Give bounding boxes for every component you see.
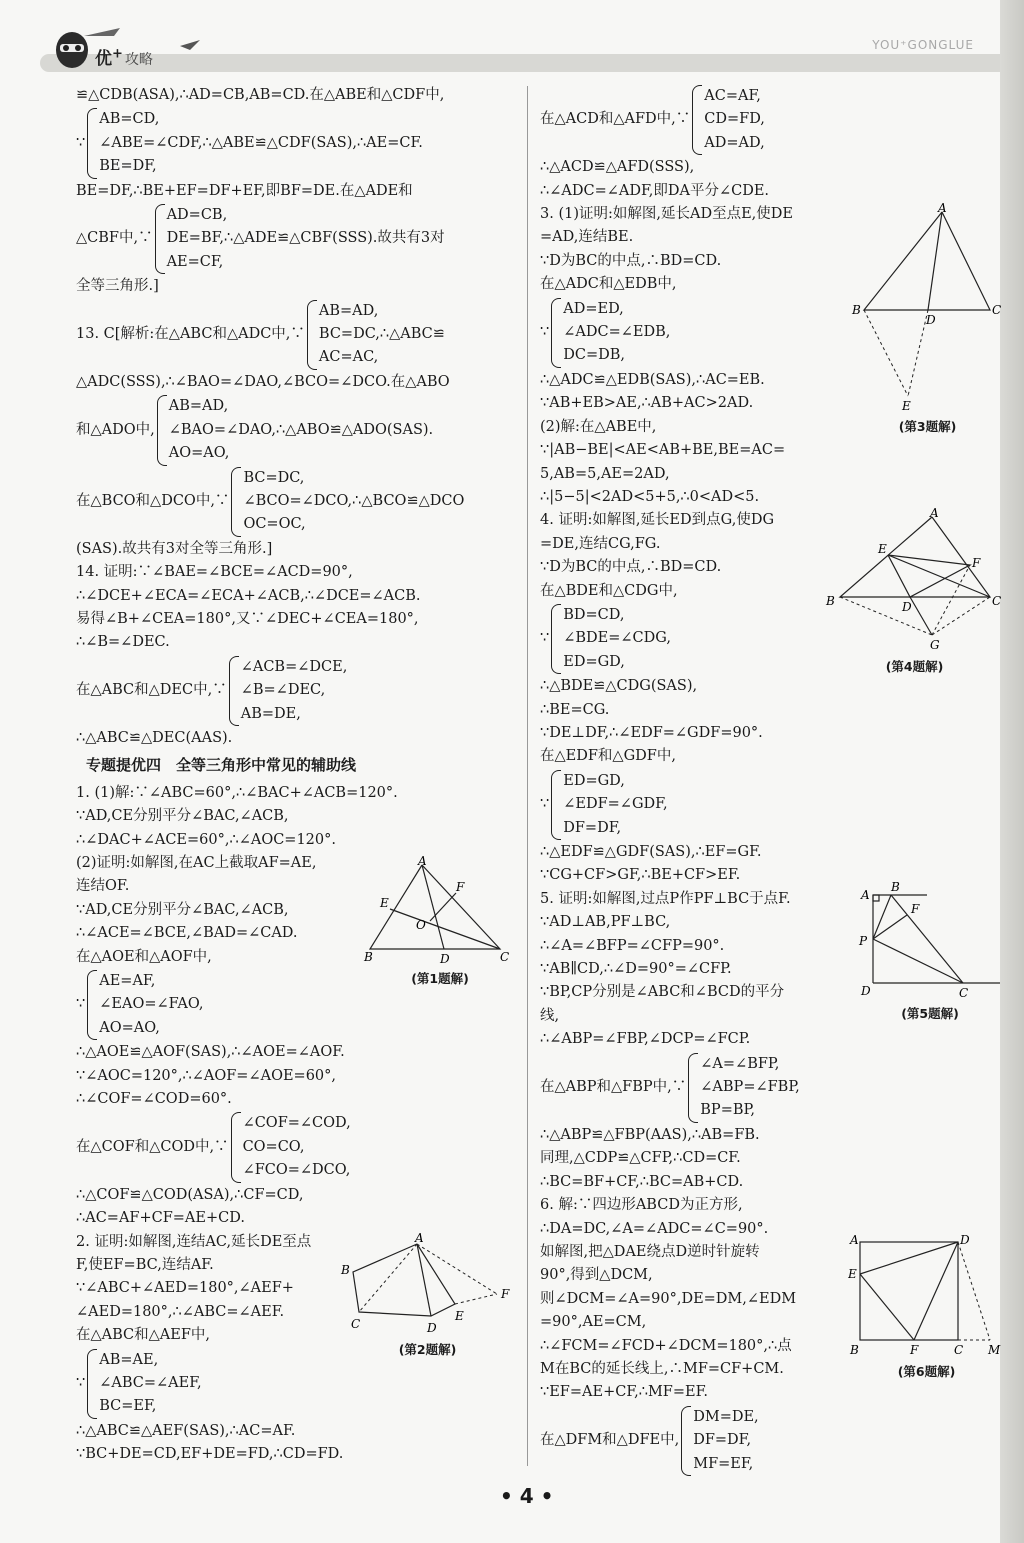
text-line: 3. (1)证明:如解图,延长AD至点E,使DE	[540, 206, 793, 223]
text-line: ∴DA=DC,∠A=∠ADC=∠C=90°.	[540, 1220, 769, 1237]
svg-text:M: M	[988, 1343, 1001, 1357]
text-line: ∴△AOE≌△AOF(SAS),∴∠AOE=∠AOF.	[76, 1044, 345, 1061]
text-line: 易得∠B+∠CEA=180°,又∵∠DEC+∠CEA=180°,	[76, 610, 419, 627]
figure-2-diagram	[335, 1228, 520, 1338]
text-line: 90°,得到△DCM,	[540, 1267, 653, 1284]
column-divider	[527, 86, 528, 1466]
svg-text:C: C	[500, 950, 510, 964]
text-line: ∵DE⊥DF,∴∠EDF=∠GDF=90°.	[540, 724, 763, 741]
text-line: ∵AD,CE分别平分∠BAC,∠ACB,	[76, 808, 289, 825]
text-line: ∵AB+EB>AE,∴AB+AC>2AD.	[540, 395, 754, 412]
svg-text:B: B	[341, 1263, 350, 1277]
text-line: ∵AD⊥AB,PF⊥BC,	[540, 914, 671, 931]
figure-5-diagram	[855, 877, 1005, 1002]
svg-text:C: C	[351, 1317, 361, 1331]
text-line: (2)证明:如解图,在AC上截取AF=AE,	[76, 855, 317, 871]
q14-line: 14. 证明:∵∠BAE=∠BCE=∠ACD=90°,	[76, 564, 353, 581]
text-line: ∴|5−5|<2AD<5+5,∴0<AD<5.	[540, 488, 760, 505]
condition-group: ∵ AB=AE, ∠ABC=∠AEF, BC=EF,	[76, 1349, 516, 1419]
text-line: △ADC(SSS),∴∠BAO=∠DAO,∠BCO=∠DCO.在△ABO	[76, 373, 450, 390]
condition-group: 在△ACD和△AFD中,∵ AC=AF, CD=FD, AD=AD,	[540, 85, 860, 155]
text-line: ∴∠DCE+∠ECA=∠ECA+∠ACB,∴∠DCE=∠ACB.	[76, 587, 421, 604]
text-line: ∴△COF≌△COD(ASA),∴CF=CD,	[76, 1186, 304, 1203]
figure-5	[855, 877, 1005, 1022]
text-line: ∠AED=180°,∴∠ABC=∠AEF.	[76, 1303, 285, 1320]
svg-text:D: D	[926, 313, 936, 327]
condition-group: 在△ABP和△FBP中,∵ ∠A=∠BFP, ∠ABP=∠FBP, BP=BP,	[540, 1053, 860, 1123]
text-line: F,使EF=BC,连结AF.	[76, 1256, 214, 1273]
figure-1	[360, 855, 520, 987]
text-line: ∵BC+DE=CD,EF+DE=FD,∴CD=FD.	[76, 1446, 344, 1463]
text-line: ∴∠ACE=∠BCE,∠BAD=∠CAD.	[76, 925, 298, 942]
text-line: 5,AB=5,AE=2AD,	[540, 465, 670, 482]
figure-6-diagram	[848, 1230, 1005, 1360]
svg-text:D: D	[861, 984, 871, 998]
text-line: ∴∠DAC+∠ACE=60°,∴∠AOC=120°.	[76, 831, 336, 848]
svg-text:D: D	[960, 1233, 970, 1247]
text-line: ≌△CDB(ASA),∴AD=CB,AB=CD.在△ABE和△CDF中,	[76, 87, 445, 103]
svg-text:F: F	[910, 1343, 919, 1357]
condition-group: 在△ABC和△DEC中,∵ ∠ACB=∠DCE, ∠B=∠DEC, AB=DE,	[76, 656, 516, 726]
svg-text:A: A	[418, 855, 427, 868]
condition-group: ∵ BD=CD, ∠BDE=∠CDG, ED=GD,	[540, 604, 860, 674]
text-line: 4. 证明:如解图,延长ED到点G,使DG	[540, 512, 775, 529]
condition-group: ∵ ED=GD, ∠EDF=∠GDF, DF=DF,	[540, 770, 860, 840]
text-line: 2. 证明:如解图,连结AC,延长DE至点	[76, 1233, 312, 1250]
text-line: 全等三角形.]	[76, 278, 159, 295]
text-line: =90°,AE=CM,	[540, 1314, 647, 1331]
figure-3-diagram	[850, 200, 1005, 415]
figure-1-caption: (第1题解)	[411, 971, 469, 986]
figure-1-diagram	[360, 855, 520, 967]
text-line: =DE,连结CG,FG.	[540, 535, 661, 552]
svg-text:D: D	[427, 1321, 437, 1335]
text-line: ∵CG+CF>GF,∴BE+CF>EF.	[540, 867, 741, 884]
text-line: ∵D为BC的中点,∴BD=CD.	[540, 559, 722, 576]
text-line: ∴△ADC≌△EDB(SAS),∴AC=EB.	[540, 371, 765, 388]
text-line: ∵∠ABC+∠AED=180°,∠AEF+	[76, 1280, 294, 1297]
text-line: ∴∠ADC=∠ADF,即DA平分∠CDE.	[540, 182, 770, 199]
text-line: ∴∠COF=∠COD=60°.	[76, 1091, 232, 1108]
text-line: ∵EF=AE+CF,∴MF=EF.	[540, 1384, 709, 1401]
svg-text:F: F	[456, 880, 465, 894]
text-line: ∵∠AOC=120°,∴∠AOF=∠AOE=60°,	[76, 1067, 337, 1084]
brand-name: YOU⁺GONGLUE	[872, 38, 974, 52]
text-line: ∵|AB−BE|<AE<AB+BE,BE=AC=	[540, 442, 786, 459]
text-line: ∵AD,CE分别平分∠BAC,∠ACB,	[76, 901, 289, 918]
text-line: ∴△EDF≌△GDF(SAS),∴EF=GF.	[540, 844, 762, 860]
text-line: ∴BE=CG.	[540, 701, 610, 718]
svg-text:A: A	[415, 1231, 424, 1245]
text-line: ∵BP,CP分别是∠ABC和∠BCD的平分	[540, 984, 785, 1001]
svg-text:C: C	[992, 303, 1002, 317]
svg-text:G: G	[930, 638, 940, 652]
q13-condition-group: 13. C[解析:在△ABC和△ADC中,∵ AB=AD, BC=DC,∴△ABC≌ AC=AC,	[76, 300, 516, 370]
svg-text:D: D	[902, 600, 912, 614]
condition-group: 和△ADO中, AB=AD, ∠BAO=∠DAO,∴△ABO≌△ADO(SAS). AO=AO,	[76, 395, 516, 465]
text-line: 1. (1)解:∵∠ABC=60°,∴∠BAC+∠ACB=120°.	[76, 784, 398, 801]
text-line: (2)解:在△ABE中,	[540, 418, 657, 435]
svg-text:B: B	[364, 950, 373, 964]
condition-group: 在△COF和△COD中,∵ ∠COF=∠COD, CO=CO, ∠FCO=∠DCO,	[76, 1112, 516, 1182]
text-line: ∴∠FCM=∠FCD+∠DCM=180°,∴点	[540, 1337, 792, 1354]
logo-title: 优+ 攻略	[95, 46, 153, 69]
svg-text:B: B	[852, 303, 861, 317]
figure-4-diagram	[822, 505, 1007, 655]
text-line: 5. 证明:如解图,过点P作PF⊥BC于点F.	[540, 890, 791, 907]
svg-text:F: F	[911, 902, 920, 916]
text-line: ∴AC=AF+CF=AE+CD.	[76, 1210, 245, 1227]
text-line: ∵D为BC的中点,∴BD=CD.	[540, 252, 722, 269]
text-line: 连结OF.	[76, 878, 130, 895]
svg-text:C: C	[954, 1343, 964, 1357]
text-line: 在△EDF和△GDF中,	[540, 748, 676, 765]
figure-3	[850, 200, 1005, 435]
figure-6	[848, 1230, 1005, 1380]
text-line: 在△ADC和△EDB中,	[540, 276, 677, 293]
text-line: ∵AB∥CD,∴∠D=90°=∠CFP.	[540, 961, 732, 978]
svg-text:E: E	[878, 542, 887, 556]
svg-text:A: A	[930, 506, 939, 520]
figure-4	[822, 505, 1007, 675]
svg-text:P: P	[859, 934, 868, 948]
text-line: 在△BDE和△CDG中,	[540, 582, 678, 599]
text-line: 在△ABC和△AEF中,	[76, 1327, 211, 1344]
text-line: ∴△ACD≌△AFD(SSS),	[540, 159, 695, 176]
svg-text:F: F	[501, 1287, 510, 1301]
svg-text:B: B	[850, 1343, 859, 1357]
text-line: 线,	[540, 1007, 560, 1024]
section-title: 专题提优四 全等三角形中常见的辅助线	[86, 756, 357, 775]
condition-group: 在△BCO和△DCO中,∵ BC=DC, ∠BCO=∠DCO,∴△BCO≌△DCO OC=OC,	[76, 467, 516, 537]
text-line: ∴△ABC≌△DEC(AAS).	[76, 729, 233, 746]
text-line: ∴△BDE≌△CDG(SAS),	[540, 678, 698, 695]
svg-text:E: E	[380, 896, 389, 910]
text-line: 则∠DCM=∠A=90°,DE=DM,∠EDM	[540, 1290, 797, 1307]
figure-6-caption: (第6题解)	[897, 1364, 956, 1379]
svg-text:B: B	[826, 594, 835, 608]
text-line: 同理,△CDP≌△CFP,∴CD=CF.	[540, 1150, 741, 1167]
text-line: ∴∠A=∠BFP=∠CFP=90°.	[540, 937, 725, 954]
text-line: 在△AOE和△AOF中,	[76, 948, 212, 965]
svg-text:A: A	[850, 1233, 859, 1247]
text-line: ∴∠B=∠DEC.	[76, 634, 170, 651]
figure-3-caption: (第3题解)	[898, 419, 957, 434]
condition-group: 在△DFM和△DFE中, DM=DE, DF=DF, MF=EF,	[540, 1406, 860, 1476]
condition-group: ∵ AE=AF, ∠EAO=∠FAO, AO=AO,	[76, 970, 516, 1040]
figure-2-caption: (第2题解)	[398, 1342, 457, 1357]
svg-text:A: A	[938, 201, 947, 215]
text-line: 如解图,把△DAE绕点D逆时针旋转	[540, 1243, 760, 1260]
svg-text:E: E	[902, 399, 911, 413]
svg-text:B: B	[891, 880, 900, 894]
text-line: ∴BC=BF+CF,∴BC=AB+CD.	[540, 1173, 744, 1190]
condition-group: △CBF中,∵ AD=CB, DE=BF,∴△ADE≌△CBF(SSS).故共有3对 AE=CF,	[76, 204, 516, 274]
page-number: • 4 •	[500, 1484, 554, 1508]
text-line: ∴△ABC≌△AEF(SAS),∴AC=AF.	[76, 1422, 296, 1439]
svg-text:F: F	[972, 556, 981, 570]
svg-text:E: E	[455, 1309, 464, 1323]
svg-text:C: C	[959, 986, 969, 1000]
svg-text:A: A	[861, 888, 870, 902]
svg-text:E: E	[848, 1267, 857, 1281]
svg-text:C: C	[992, 594, 1002, 608]
text-line: ∴△ABP≌△FBP(AAS),∴AB=FB.	[540, 1126, 760, 1143]
text-line: 6. 解:∵四边形ABCD为正方形,	[540, 1197, 743, 1214]
figure-4-caption: (第4题解)	[885, 659, 944, 674]
text-line: M在BC的延长线上,∴MF=CF+CM.	[540, 1360, 784, 1377]
figure-5-caption: (第5题解)	[901, 1006, 959, 1021]
right-column	[540, 84, 860, 1477]
condition-group: ∵ AB=CD, ∠ABE=∠CDF,∴△ABE≌△CDF(SAS),∴AE=CF. BE=DF,	[76, 108, 516, 178]
svg-text:O: O	[416, 918, 426, 932]
svg-text:D: D	[440, 952, 450, 966]
text-line: (SAS).故共有3对全等三角形.]	[76, 540, 273, 557]
text-line: ∴∠ABP=∠FBP,∠DCP=∠FCP.	[540, 1031, 751, 1048]
condition-group: ∵ AD=ED, ∠ADC=∠EDB, DC=DB,	[540, 298, 860, 368]
text-line: BE=DF,∴BE+EF=DF+EF,即BF=DE.在△ADE和	[76, 182, 413, 199]
text-line: =AD,连结BE.	[540, 229, 634, 246]
figure-2	[335, 1228, 520, 1358]
